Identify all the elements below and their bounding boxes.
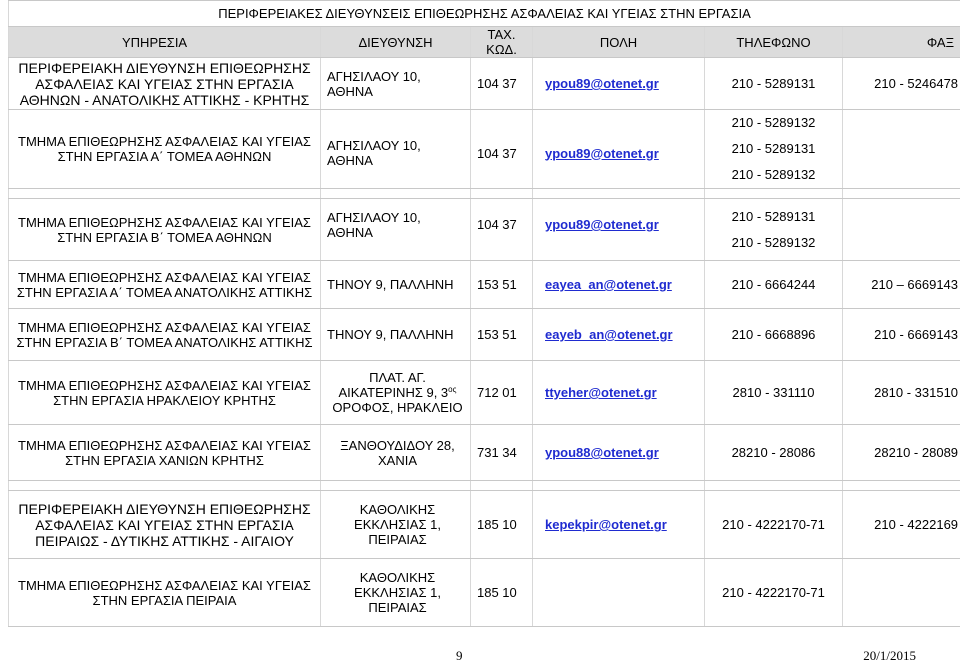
table-header-row xyxy=(9,27,960,58)
address-line-3: ΠΕΙΡΑΙΑΣ xyxy=(327,600,468,615)
fax: 210 – 6669143 xyxy=(843,261,960,309)
table-row xyxy=(9,199,960,261)
service-name: ΤΜΗΜΑ ΕΠΙΘΕΩΡΗΣΗΣ ΑΣΦΑΛΕΙΑΣ ΚΑΙ ΥΓΕΙΑΣ ΣΤΗΝ ΕΡΓΑΣΙΑ Β΄ ΤΟΜΕΑ ΑΝΑΤΟΛΙΚΗΣ ΑΤΤΙΚΗΣ xyxy=(9,309,321,361)
service-name: ΤΜΗΜΑ ΕΠΙΘΕΩΡΗΣΗΣ ΑΣΦΑΛΕΙΑΣ ΚΑΙ ΥΓΕΙΑΣ ΣΤΗΝ ΕΡΓΑΣΙΑ ΧΑΝΙΩΝ ΚΡΗΤΗΣ xyxy=(9,425,321,481)
table-row xyxy=(9,425,960,481)
service-name: ΠΕΡΙΦΕΡΕΙΑΚΗ ΔΙΕΥΘΥΝΣΗ ΕΠΙΘΕΩΡΗΣΗΣ ΑΣΦΑΛΕΙΑΣ ΚΑΙ ΥΓΕΙΑΣ ΣΤΗΝ ΕΡΓΑΣΙΑ ΠΕΙΡΑΙΩΣ - ΔΥΤΙΚΗΣ ΑΤΤΙΚΗΣ - ΑΙΓΑΙΟΥ xyxy=(9,491,321,559)
fax xyxy=(843,110,960,189)
phone-top: 210 - 5289132 xyxy=(707,110,840,136)
spacer-row xyxy=(9,481,960,491)
email-cell xyxy=(533,361,705,425)
phone-cell xyxy=(705,199,843,261)
address-line-2: ΕΚΚΛΗΣΙΑΣ 1, xyxy=(327,517,468,532)
address: ΤΗΝΟΥ 9, ΠΑΛΛΗΝΗ xyxy=(321,309,471,361)
table-row xyxy=(9,261,960,309)
table-row xyxy=(9,491,960,559)
postal-code: 104 37 xyxy=(471,199,533,261)
address-line-1: ΚΑΘΟΛΙΚΗΣ xyxy=(327,502,468,517)
phone: 210 - 5289131 xyxy=(705,58,843,110)
fax: 210 - 5246478 xyxy=(843,58,960,110)
table-row xyxy=(9,309,960,361)
table-row xyxy=(9,361,960,425)
postal-code: 185 10 xyxy=(471,559,533,627)
page-footer xyxy=(0,648,960,662)
email-link[interactable]: ttyeher@otenet.gr xyxy=(545,385,657,400)
phone: 210 - 6668896 xyxy=(705,309,843,361)
header-address: ΔΙΕΥΘΥΝΣΗ xyxy=(321,27,471,58)
services-table xyxy=(8,0,960,627)
email-link[interactable]: kepekpir@otenet.gr xyxy=(545,517,667,532)
email-link[interactable]: ypou89@otenet.gr xyxy=(545,146,659,161)
fax: 210 - 6669143 xyxy=(843,309,960,361)
phone-secondary: 210 - 5289132 xyxy=(707,230,840,256)
email-link[interactable]: ypou89@otenet.gr xyxy=(545,76,659,91)
address-line-2: ΧΑΝΙΑ xyxy=(327,453,468,468)
email-cell xyxy=(533,199,705,261)
email-link[interactable]: eayea_an@otenet.gr xyxy=(545,277,672,292)
address-cell xyxy=(321,491,471,559)
phone: 210 - 4222170-71 xyxy=(705,559,843,627)
service-name: ΤΜΗΜΑ ΕΠΙΘΕΩΡΗΣΗΣ ΑΣΦΑΛΕΙΑΣ ΚΑΙ ΥΓΕΙΑΣ ΣΤΗΝ ΕΡΓΑΣΙΑ ΠΕΙΡΑΙΑ xyxy=(9,559,321,627)
document-title: ΠΕΡΙΦΕΡΕΙΑΚΕΣ ΔΙΕΥΘΥΝΣΕΙΣ ΕΠΙΘΕΩΡΗΣΗΣ ΑΣΦΑΛΕΙΑΣ ΚΑΙ ΥΓΕΙΑΣ ΣΤΗΝ ΕΡΓΑΣΙΑ xyxy=(9,1,960,27)
header-service: ΥΠΗΡΕΣΙΑ xyxy=(9,27,321,58)
phone: 2810 - 331110 xyxy=(705,361,843,425)
address-line-3: ΠΕΙΡΑΙΑΣ xyxy=(327,532,468,547)
email-cell xyxy=(533,425,705,481)
title-row xyxy=(9,1,960,27)
address-line-1: ΞΑΝΘΟΥΔΙΔΟΥ 28, xyxy=(327,438,468,453)
email-cell xyxy=(533,110,705,189)
address-cell xyxy=(321,425,471,481)
address: ΑΓΗΣΙΛΑΟΥ 10, ΑΘΗΝΑ xyxy=(321,58,471,110)
header-fax: ΦΑΞ xyxy=(843,27,960,58)
phone: 210 - 6664244 xyxy=(705,261,843,309)
email-link[interactable]: ypou89@otenet.gr xyxy=(545,217,659,232)
email-cell xyxy=(533,309,705,361)
email-cell xyxy=(533,261,705,309)
header-phone: ΤΗΛΕΦΩΝΟ xyxy=(705,27,843,58)
fax: 210 - 4222169 xyxy=(843,491,960,559)
service-name: ΤΜΗΜΑ ΕΠΙΘΕΩΡΗΣΗΣ ΑΣΦΑΛΕΙΑΣ ΚΑΙ ΥΓΕΙΑΣ ΣΤΗΝ ΕΡΓΑΣΙΑ Α΄ ΤΟΜΕΑ ΑΝΑΤΟΛΙΚΗΣ ΑΤΤΙΚΗΣ xyxy=(9,261,321,309)
email-cell xyxy=(533,491,705,559)
table-row xyxy=(9,110,960,189)
postal-code: 731 34 xyxy=(471,425,533,481)
address-line-3: ΟΡΟΦΟΣ, ΗΡΑΚΛΕΙΟ xyxy=(327,400,468,415)
table-row xyxy=(9,58,960,110)
page-number: 9 xyxy=(456,648,463,664)
header-zip: ΤΑΧ. ΚΩΔ. xyxy=(471,27,533,58)
email-cell xyxy=(533,58,705,110)
email-link[interactable]: eayeb_an@otenet.gr xyxy=(545,327,673,342)
address-cell xyxy=(321,361,471,425)
fax: 28210 - 28089 xyxy=(843,425,960,481)
phone: 28210 - 28086 xyxy=(705,425,843,481)
phone-cell xyxy=(705,110,843,189)
service-name: ΤΜΗΜΑ ΕΠΙΘΕΩΡΗΣΗΣ ΑΣΦΑΛΕΙΑΣ ΚΑΙ ΥΓΕΙΑΣ ΣΤΗΝ ΕΡΓΑΣΙΑ Α΄ ΤΟΜΕΑ ΑΘΗΝΩΝ xyxy=(9,110,321,189)
floor-superscript: ος xyxy=(448,385,456,394)
fax: 2810 - 331510 xyxy=(843,361,960,425)
phone: 210 - 5289131 xyxy=(707,204,840,230)
header-city: ΠΟΛΗ xyxy=(533,27,705,58)
email-cell xyxy=(533,559,705,627)
address: ΑΓΗΣΙΛΑΟΥ 10, ΑΘΗΝΑ xyxy=(321,199,471,261)
table-row xyxy=(9,559,960,627)
address-cell xyxy=(321,559,471,627)
postal-code: 153 51 xyxy=(471,261,533,309)
phone: 210 - 4222170-71 xyxy=(705,491,843,559)
fax xyxy=(843,559,960,627)
service-name: ΤΜΗΜΑ ΕΠΙΘΕΩΡΗΣΗΣ ΑΣΦΑΛΕΙΑΣ ΚΑΙ ΥΓΕΙΑΣ ΣΤΗΝ ΕΡΓΑΣΙΑ Β΄ ΤΟΜΕΑ ΑΘΗΝΩΝ xyxy=(9,199,321,261)
address-line-2 xyxy=(327,385,468,400)
address-line-1: ΠΛΑΤ. ΑΓ. xyxy=(327,370,468,385)
email-link[interactable]: ypou88@otenet.gr xyxy=(545,445,659,460)
postal-code: 104 37 xyxy=(471,58,533,110)
address-line-1: ΚΑΘΟΛΙΚΗΣ xyxy=(327,570,468,585)
address: ΤΗΝΟΥ 9, ΠΑΛΛΗΝΗ xyxy=(321,261,471,309)
service-name: ΤΜΗΜΑ ΕΠΙΘΕΩΡΗΣΗΣ ΑΣΦΑΛΕΙΑΣ ΚΑΙ ΥΓΕΙΑΣ ΣΤΗΝ ΕΡΓΑΣΙΑ ΗΡΑΚΛΕΙΟΥ ΚΡΗΤΗΣ xyxy=(9,361,321,425)
address: ΑΓΗΣΙΛΑΟΥ 10, ΑΘΗΝΑ xyxy=(321,110,471,189)
fax xyxy=(843,199,960,261)
postal-code: 712 01 xyxy=(471,361,533,425)
spacer-row xyxy=(9,189,960,199)
address-line-2-text: ΑΙΚΑΤΕΡΙΝΗΣ 9, 3 xyxy=(339,385,449,400)
footer-date: 20/1/2015 xyxy=(863,648,916,664)
phone-secondary: 210 - 5289132 xyxy=(707,162,840,188)
postal-code: 185 10 xyxy=(471,491,533,559)
service-name: ΠΕΡΙΦΕΡΕΙΑΚΗ ΔΙΕΥΘΥΝΣΗ ΕΠΙΘΕΩΡΗΣΗΣ ΑΣΦΑΛΕΙΑΣ ΚΑΙ ΥΓΕΙΑΣ ΣΤΗΝ ΕΡΓΑΣΙΑ ΑΘΗΝΩΝ - ΑΝΑΤΟΛΙΚΗΣ ΑΤΤΙΚΗΣ - ΚΡΗΤΗΣ xyxy=(9,58,321,110)
postal-code: 104 37 xyxy=(471,110,533,189)
phone: 210 - 5289131 xyxy=(707,136,840,162)
postal-code: 153 51 xyxy=(471,309,533,361)
address-line-2: ΕΚΚΛΗΣΙΑΣ 1, xyxy=(327,585,468,600)
